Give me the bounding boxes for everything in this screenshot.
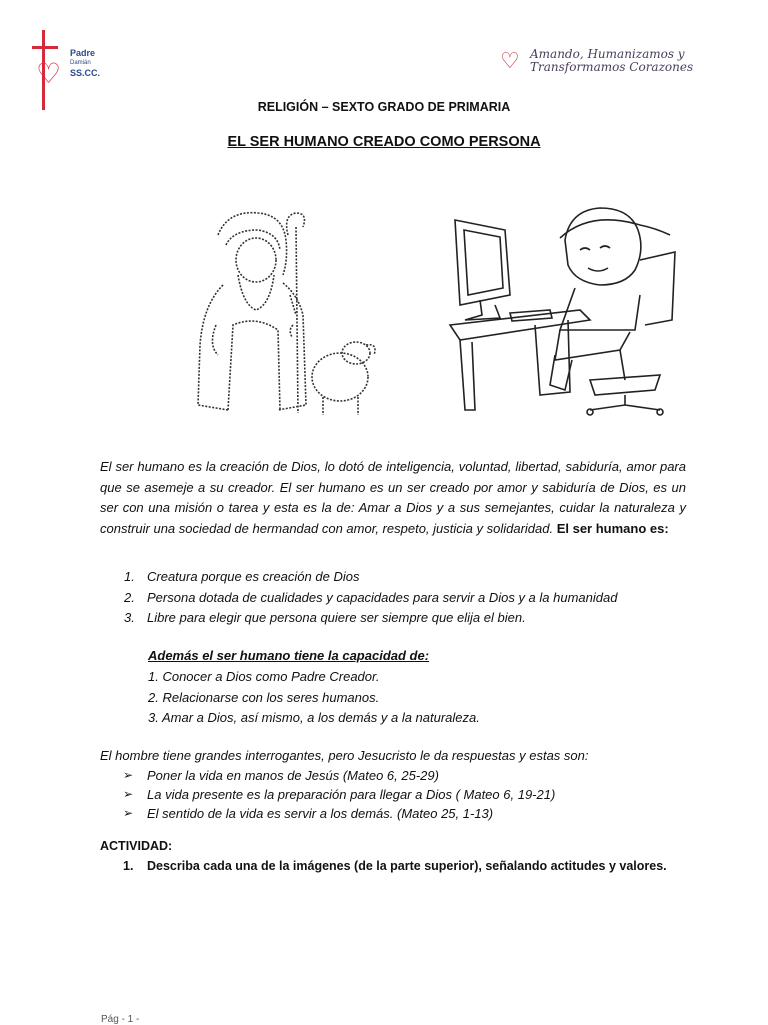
- page-number: Pág - 1 -: [101, 1014, 140, 1025]
- list-item: 3. Amar a Dios, así mismo, a los demás y a la naturaleza.: [148, 710, 480, 725]
- activity-label: ACTIVIDAD:: [100, 839, 173, 853]
- list-item: ➢ Poner la vida en manos de Jesús (Mateo 6, 25-29): [123, 768, 439, 783]
- capacity-subheading: Además el ser humano tiene la capacidad de:: [148, 648, 430, 663]
- motto-logo: [500, 48, 700, 78]
- answers-list: [123, 766, 703, 823]
- shepherd-illustration: [188, 205, 388, 420]
- capacity-list: [148, 667, 480, 729]
- list-item: 3. Libre para elegir que persona quiere ser siempre que elija el bien.: [124, 610, 526, 625]
- questions-intro: El hombre tiene grandes interrogantes, pero Jesucristo le da respuestas y estas son:: [100, 748, 589, 763]
- arrow-bullet-icon: ➢: [123, 806, 134, 820]
- list-item: 1. Creatura porque es creación de Dios: [124, 569, 360, 584]
- list-item: 2. Persona dotada de cualidades y capacidades para servir a Dios y a la humanidad: [124, 589, 618, 605]
- list-item: 1. Conocer a Dios como Padre Creador.: [148, 669, 380, 684]
- logo-text: Padre Damián SS.CC.: [70, 48, 101, 78]
- list-item: ➢ El sentido de la vida es servir a los demás. (Mateo 25, 1-13): [123, 806, 494, 821]
- human-being-list: [124, 567, 684, 629]
- motto-text: Amando, Humanizamos y Transformamos Corazones: [530, 47, 694, 74]
- arrow-bullet-icon: ➢: [123, 768, 134, 782]
- arrow-bullet-icon: ➢: [123, 787, 134, 801]
- intro-paragraph: El ser humano es la creación de Dios, lo dotó de inteligencia, voluntad, libertad, sabiduría, amor para que se asemeje a su creador. El ser humano es un ser creado por amor y sabiduría de Dios, es un ser con una misión o tarea y esta es la de: Amar a Dios y a sus semejantes, cuidar la naturaleza y construir una sociedad de hermandad con amor, respeto, justicia y solidaridad. El ser humano es:: [100, 459, 686, 536]
- list-item: 2. Relacionarse con los seres humanos.: [148, 689, 380, 705]
- heart-icon: ♡: [36, 58, 62, 89]
- heart-cross-icon: ♡: [500, 48, 520, 73]
- subject-heading: RELIGIÓN – SEXTO GRADO DE PRIMARIA: [257, 100, 511, 114]
- child-computer-illustration: [440, 200, 680, 425]
- activity-item: 1. Describa cada una de la imágenes (de la parte superior), señalando actitudes y valores.: [123, 859, 667, 873]
- page-title: EL SER HUMANO CREADO COMO PERSONA: [227, 134, 541, 150]
- list-item: ➢ La vida presente es la preparación para llegar a Dios ( Mateo 6, 19-21): [123, 787, 556, 802]
